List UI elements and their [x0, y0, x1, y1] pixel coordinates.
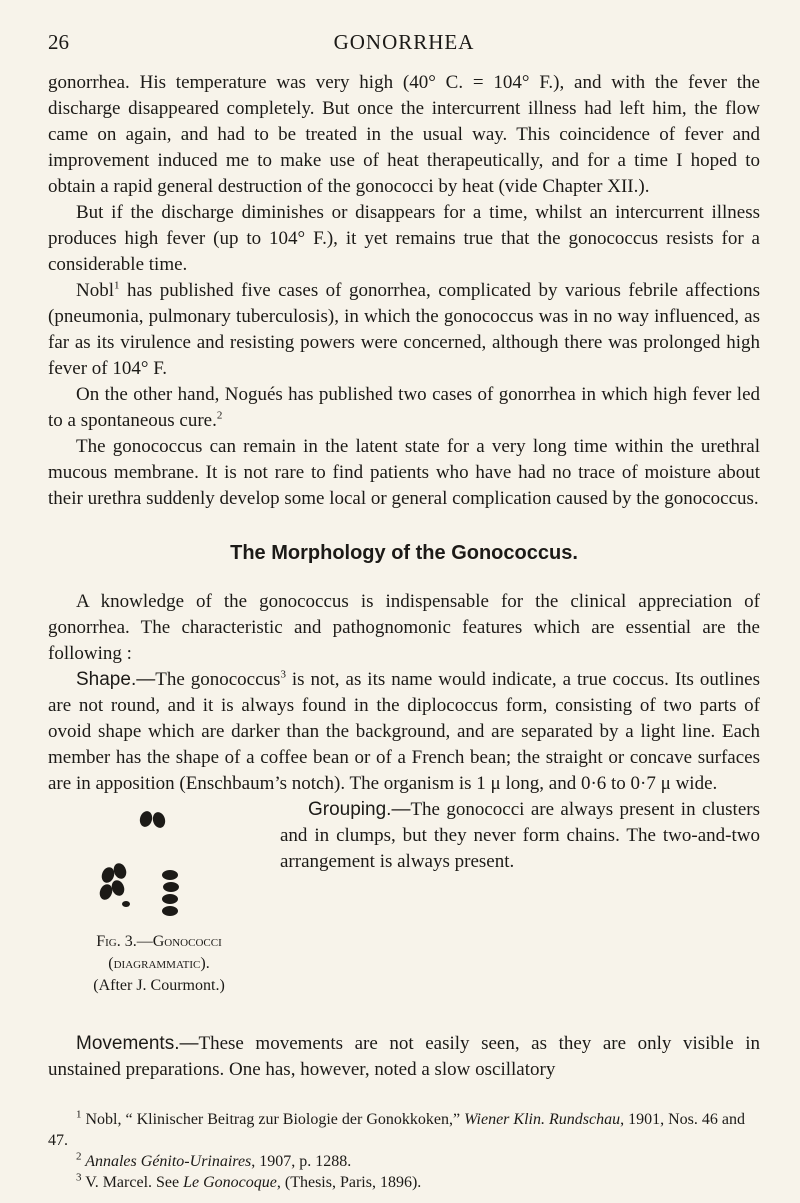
caption-credit: (After J. Courmont.) — [93, 977, 225, 994]
paragraph-latent-state: The gonococcus can remain in the latent state for a very long time within the urethral mucous membrane. It is not rare to find patients who have had no trace of moisture about their urethra suddenly develop some local or general complication caused by the gonococcus. — [48, 436, 760, 509]
grouping-label: Grouping.— — [308, 799, 411, 820]
paragraph-discharge-diminishes: But if the discharge diminishes or disappears for a time, whilst an intercurrent illness produces high fever (up to 104° F.), it yet remains true that the gonococcus resists for a considerable time. — [48, 202, 760, 275]
gonococci-diagram — [48, 803, 270, 933]
caption-title: Fig. 3.—Gonococci — [96, 933, 222, 950]
movements-label: Movements.— — [76, 1033, 199, 1054]
figure-3 — [48, 803, 270, 1031]
running-title: GONORRHEA — [333, 30, 475, 54]
caption-subtitle: (diagrammatic). — [108, 955, 210, 972]
diplococcus-top — [138, 810, 167, 830]
shape-label: Shape.— — [76, 669, 156, 690]
footnote-3: $^3$ V. Marcel. See Le Gonocoque, (Thesis, Paris, 1896). — [76, 1171, 422, 1191]
diplococcus-cluster-left — [98, 861, 130, 907]
paragraph-fever-coincidence: gonorrhea. His temperature was very high (40° C. = 104° F.), and with the fever the discharge disappeared completely. But once the intercurrent illness had left him, the flow came on again, and had to be treated in the usual way. This coincidence of fever and improvement induced me to make use of heat therapeutically, and for a time I hoped to obtain a rapid general destruction of the gonococci by heat (vide Chapter XII.). — [48, 72, 760, 197]
diplococcus-cluster-right — [162, 870, 179, 916]
paragraph-grouping: Grouping.—The gonococci are always present in clusters and in clumps, but they never form chains. The two-and-two arrangement is always present. — [280, 799, 760, 872]
footnote-ref-3: 3 — [280, 668, 286, 681]
paragraph-movements: Movements.—These movements are not easily seen, as they are only visible in unstained preparations. One has, however, noted a slow oscillatory — [48, 1033, 760, 1080]
paragraph-morphology-intro: A knowledge of the gonococcus is indispensable for the clinical appreciation of gonorrhea. The characteristic and pathognomonic features which are essential are the following : — [48, 591, 760, 664]
footnote-ref-2: 2 — [216, 409, 223, 422]
page-number: 26 — [48, 30, 69, 54]
book-page — [48, 30, 760, 1193]
footnote-ref-1: 1 — [114, 279, 120, 292]
section-heading: The Morphology of the Gonococcus. — [230, 542, 578, 564]
paragraph-nogues: On the other hand, Nogués has published two cases of gonorrhea in which high fever led to a spontaneous cure.$^2$ — [48, 384, 760, 431]
footnotes — [48, 1109, 760, 1193]
figure-caption — [48, 931, 270, 997]
paragraph-shape: Shape.—The gonococcus$^3$ is not, as its name would indicate, a true coccus. Its outlines are not round, and it is always found in the diplococcus form, consisting of two parts of ovoid shape which are darker than the background, and are separated by a light line. Each member has the shape of a coffee bean or of a French bean; the straight or concave surfaces are in apposition (Enschbaum’s notch). The organism is 1 μ long, and 0·6 to 0·7 μ wide. — [48, 668, 761, 794]
paragraph-nobl: Nobl$^1$ has published five cases of gonorrhea, complicated by various febrile affections (pneumonia, pulmonary tuberculosis), in which the gonococcus was in no way influenced, as far as its virulence and resisting powers were concerned, although there was prolonged high fever of 104° F. — [48, 279, 760, 379]
footnote-2: $^2$ Annales Génito-Urinaires, 1907, p. 1288. — [76, 1150, 352, 1170]
footnote-1: $^1$ Nobl, “ Klinischer Beitrag zur Biologie der Gonokkoken,” Wiener Klin. Rundschau, 1901, Nos. 46 and 47. — [48, 1108, 745, 1149]
page-header — [48, 30, 760, 70]
